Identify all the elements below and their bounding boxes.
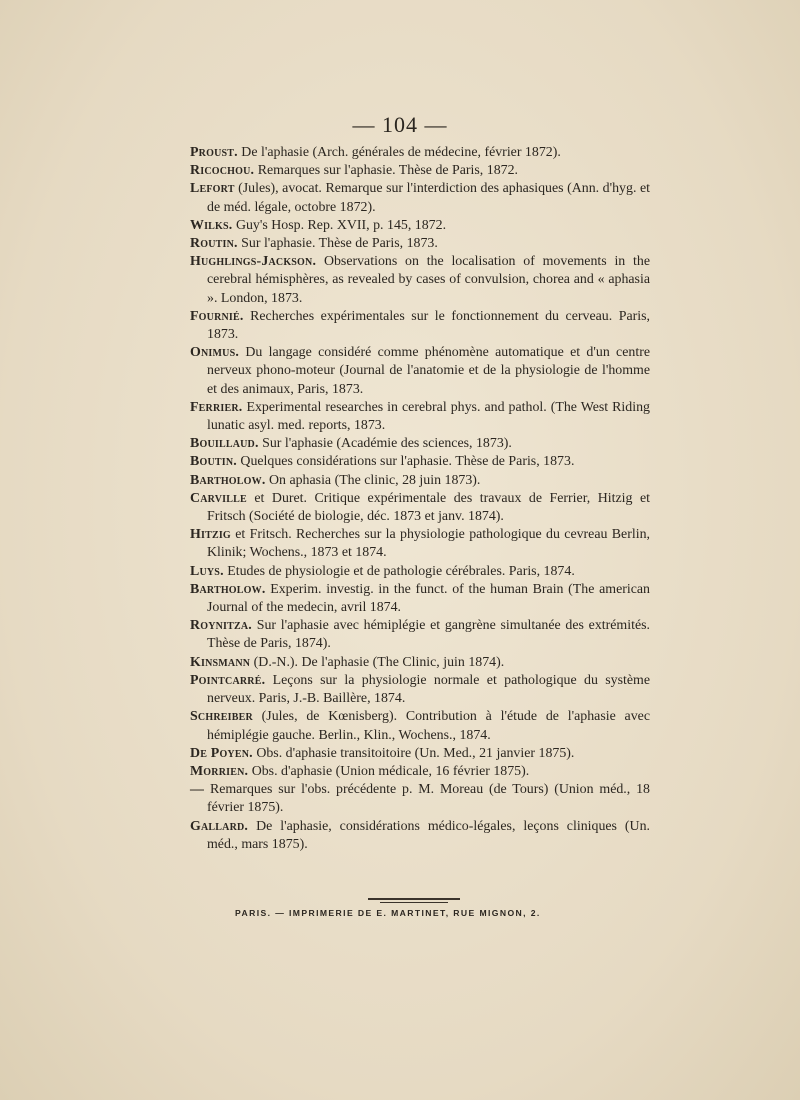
- bibliography-entry: [190, 708, 650, 744]
- entry-text: (Jules), avocat. Remarque sur l'interdiction des aphasiques (Ann. d'hyg. et de méd. légale, octobre 1872).: [207, 181, 650, 215]
- entry-author: Luys.: [190, 563, 224, 579]
- bibliography-entry: [190, 217, 650, 235]
- entry-text: Experim. investig. in the funct. of the human Brain (The american Journal of the medecin, avril 1874.: [207, 581, 650, 616]
- entry-text: Obs. d'aphasie transitoitoire (Un. Med., 21 janvier 1875).: [256, 745, 575, 761]
- bibliography-entry: [190, 344, 650, 399]
- bibliography-entry: [190, 745, 650, 763]
- entry-text: Leçons sur la physiologie normale et pathologique du système nerveux. Paris, J.-B. Baillère, 1874.: [207, 672, 650, 707]
- entry-author: Morrien.: [190, 763, 249, 779]
- entry-text: (Jules, de Kœnisberg). Contribution à l'étude de l'aphasie avec hémiplégie gauche. Berlin., Klin., Wochens., 1874.: [207, 709, 650, 743]
- entry-text: et Fritsch. Recherches sur la physiologie pathologique du cevreau Berlin, Klinik; Wochens., 1873 et 1874.: [207, 527, 650, 561]
- entry-text: Sur l'aphasie avec hémiplégie et gangrène simultanée des extrémités. Thèse de Paris, 1874).: [207, 618, 650, 652]
- entry-text: De l'aphasie (Arch. générales de médecine, février 1872).: [241, 145, 561, 160]
- entry-author: Proust.: [190, 145, 238, 160]
- bibliography-entry: [190, 763, 650, 781]
- entry-author: Kinsmann: [190, 654, 251, 670]
- bibliography-entry: [190, 180, 650, 216]
- page-number: — 104 —: [352, 112, 448, 137]
- entry-text: On aphasia (The clinic, 28 juin 1873).: [269, 472, 481, 488]
- entry-author: Ricochou.: [190, 163, 255, 179]
- bibliography-entry: [190, 672, 650, 708]
- entry-author: Lefort: [190, 181, 235, 197]
- entry-text: Guy's Hosp. Rep. XVII, p. 145, 1872.: [235, 217, 447, 233]
- entry-author: Routin.: [190, 236, 238, 252]
- bibliography-entry: [190, 253, 650, 308]
- bibliography-entry: [190, 453, 650, 471]
- bibliography-entry: [190, 435, 650, 453]
- entry-text: Obs. d'aphasie (Union médicale, 16 février 1875).: [251, 763, 530, 779]
- entry-text: Remarques sur l'aphasie. Thèse de Paris, 1872.: [257, 163, 519, 179]
- entry-author: Onimus.: [190, 345, 240, 361]
- bibliography-entry: [190, 563, 650, 581]
- entry-text: Du langage considéré comme phénomène automatique et d'un centre nerveux phono-moteur (Journal de l'anatomie et de la physiologie de l'homme et des animaux, Paris, 1873.: [207, 345, 650, 397]
- entry-text: (D.-N.). De l'aphasie (The Clinic, juin 1874).: [253, 654, 505, 670]
- entry-text: Sur l'aphasie (Académie des sciences, 1873).: [262, 436, 512, 452]
- entry-text: Quelques considérations sur l'aphasie. Thèse de Paris, 1873.: [240, 454, 575, 470]
- bibliography-entry: [190, 472, 650, 490]
- entry-author: Bouillaud.: [190, 436, 259, 452]
- entry-text: Remarques sur l'obs. précédente p. M. Moreau (de Tours) (Union méd., 18 février 1875).: [207, 782, 650, 816]
- bibliography-entry: [190, 308, 650, 344]
- entry-text: et Duret. Critique expérimentale des travaux de Ferrier, Hitzig et Fritsch (Société de biologie, déc. 1873 et janv. 1874).: [207, 490, 650, 525]
- entry-author: —: [190, 782, 205, 798]
- entry-author: Hughlings-Jackson.: [190, 254, 317, 270]
- bibliography-entry: [190, 526, 650, 562]
- bibliography-entry: [190, 144, 650, 162]
- imprint-rule: [368, 898, 460, 900]
- bibliography-entry: [190, 490, 650, 526]
- bibliography-entry: [190, 781, 650, 817]
- entry-author: Boutin.: [190, 454, 237, 470]
- entry-author: Fournié.: [190, 308, 244, 324]
- entry-author: Ferrier.: [190, 399, 243, 415]
- bibliography-entry: [190, 818, 650, 854]
- bibliography-entry: [190, 399, 650, 435]
- bibliography-entry: [190, 162, 650, 180]
- entry-author: Carville: [190, 490, 247, 506]
- printer-imprint: PARIS. — IMPRIMERIE DE E. MARTINET, RUE MIGNON, 2.: [235, 908, 541, 918]
- entry-author: Schreiber: [190, 709, 253, 725]
- entry-author: Bartholow.: [190, 472, 266, 488]
- bibliography-entry: [190, 581, 650, 617]
- entry-author: De Poyen.: [190, 745, 253, 761]
- entry-text: Recherches expérimentales sur le fonctionnement du cerveau. Paris, 1873.: [207, 308, 650, 343]
- entry-author: Gallard.: [190, 818, 249, 834]
- entry-text: Etudes de physiologie et de pathologie cérébrales. Paris, 1874.: [227, 563, 575, 579]
- bibliography-entry: [190, 617, 650, 653]
- entry-author: Bartholow.: [190, 581, 266, 597]
- entry-author: Hitzig: [190, 527, 231, 543]
- bibliography-entry: [190, 654, 650, 672]
- entry-text: Observations on the localisation of movements in the cerebral hémisphères, as revealed by cases of convulsion, chorea and « aphasia ». London, 1873.: [207, 254, 650, 306]
- entry-text: Sur l'aphasie. Thèse de Paris, 1873.: [241, 236, 438, 252]
- bibliography-entry: [190, 235, 650, 253]
- entry-author: Pointcarré.: [190, 672, 266, 688]
- imprint-rule-thin: [380, 902, 448, 903]
- entry-author: Roynitza.: [190, 618, 252, 634]
- entry-text: Experimental researches in cerebral phys. and pathol. (The West Riding lunatic asyl. med. reports, 1873.: [207, 399, 650, 434]
- entry-text: De l'aphasie, considérations médico-légales, leçons cliniques (Un. méd., mars 1875).: [207, 818, 650, 852]
- entry-author: Wilks.: [190, 217, 233, 233]
- bibliography-list: [190, 144, 650, 854]
